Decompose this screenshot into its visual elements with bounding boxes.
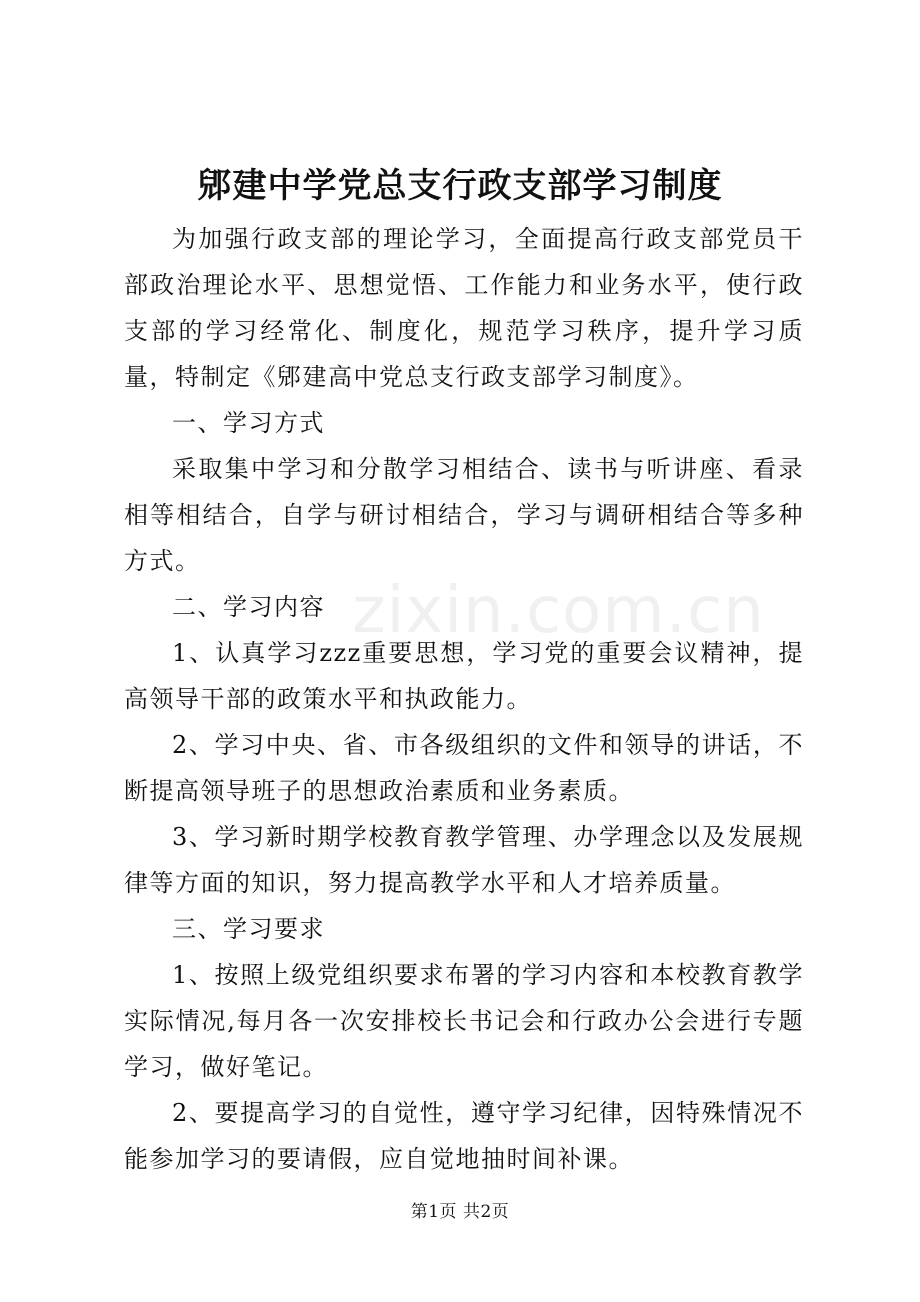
- section-heading-study-content: 二、学习内容: [172, 593, 325, 621]
- paragraph-intro: 为加强行政支部的理论学习，全面提高行政支部党员干部政治理论水平、思想觉悟、工作能力和业务水平，使行政支部的学习经常化、制度化，规范学习秩序，提升学习质量，特制定《郳建高中党总支行政支部学习制度》。: [124, 225, 804, 391]
- paragraph-content-item-3: 3、学习新时期学校教育教学管理、办学理念以及发展规律等方面的知识，努力提高教学水平和人才培养质量。: [124, 823, 804, 897]
- watermark: zixin.com.cn: [352, 574, 765, 648]
- document-title: 郳建中学党总支行政支部学习制度: [197, 166, 723, 206]
- paragraph-content-item-2: 2、学习中央、省、市各级组织的文件和领导的讲话，不断提高领导班子的思想政治素质和业务素质。: [124, 731, 804, 805]
- section-heading-study-method: 一、学习方式: [172, 409, 325, 437]
- page-number-footer: 第1页 共2页: [410, 1202, 510, 1222]
- paragraph-requirement-item-2: 2、要提高学习的自觉性，遵守学习纪律，因特殊情况不能参加学习的要请假，应自觉地抽时间补课。: [124, 1099, 804, 1173]
- document-body: [124, 216, 804, 1182]
- section-heading-study-requirements: 三、学习要求: [172, 915, 325, 943]
- paragraph-study-method: 采取集中学习和分散学习相结合、读书与听讲座、看录相等相结合，自学与研讨相结合，学习与调研相结合等多种方式。: [124, 455, 804, 575]
- paragraph-content-item-1: 1、认真学习zzz重要思想，学习党的重要会议精神，提高领导干部的政策水平和执政能力。: [124, 639, 804, 713]
- paragraph-requirement-item-1: 1、按照上级党组织要求布署的学习内容和本校教育教学实际情况,每月各一次安排校长书记会和行政办公会进行专题学习，做好笔记。: [124, 961, 804, 1081]
